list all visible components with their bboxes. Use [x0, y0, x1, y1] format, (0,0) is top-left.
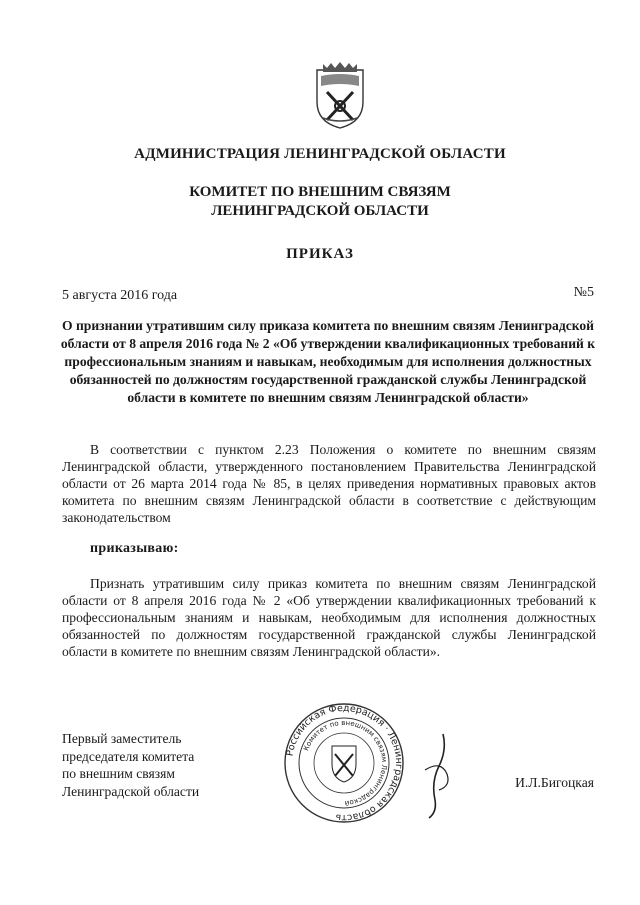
- committee-heading: [40, 183, 600, 221]
- signatory-title-line: по внешним связям: [62, 766, 175, 781]
- signatory-title-line: председателя комитета: [62, 748, 195, 764]
- signatory-title-line: Первый заместитель: [62, 731, 182, 746]
- svg-text:Комитет по внешним связям Лени: Комитет по внешним связям Ленинградской: [302, 718, 389, 808]
- coat-of-arms-icon: [313, 62, 367, 130]
- document-type: ПРИКАЗ: [286, 246, 354, 262]
- document-date: 5 августа 2016 года: [62, 288, 178, 303]
- decree-word: приказываю:: [90, 541, 179, 556]
- document-subject: О признании утратившим силу приказа комитета по внешним связям Ленинградской области от 8 апреля 2016 года № 2 «Об утверждении квалификационных требований к профессиональным знаниям и навыкам, необходимым для исполнения должностных обязанностей по должностям государственной гражданской службы Ленинградской области в комитете по внешним связям Ленинградской области»: [60, 318, 596, 405]
- administration-heading: АДМИНИСТРАЦИЯ ЛЕНИНГРАДСКОЙ ОБЛАСТИ: [134, 146, 506, 162]
- preamble-paragraph: В соответствии с пунктом 2.23 Положения о комитете по внешним связям Ленинградской области, утвержденного постановлением Правительства Ленинградской области от 26 марта 2014 года № 85, в целях приведения нормативных правовых актов комитета по внешним связям Ленинградской области в соответствие с действующим законодательством: [62, 442, 596, 525]
- order-paragraph: Признать утратившим силу приказ комитета по внешним связям Ленинградской области от 8 апреля 2016 года № 2 «Об утверждении квалификационных требований к профессиональным знаниям и навыкам, необходимым для исполнения должностных обязанностей по должностям государственной гражданской службы Ленинградской области в комитете по внешним связям Ленинградской области».: [62, 576, 596, 659]
- signatory-name: И.Л.Бигоцкая: [515, 775, 594, 790]
- signatory-title-line: Ленинградской области: [62, 783, 200, 799]
- committee-heading-line1: КОМИТЕТ ПО ВНЕШНИМ СВЯЗЯМ: [189, 184, 451, 200]
- committee-heading-line2: ЛЕНИНГРАДСКОЙ ОБЛАСТИ: [211, 203, 429, 219]
- svg-text:Российская Федерация · Ленингр: Российская Федерация · Ленинградская область: [284, 702, 405, 824]
- signatory-title: [62, 730, 199, 800]
- handwritten-signature: [395, 730, 455, 820]
- official-seal-stamp: [283, 702, 405, 824]
- document-number: №5: [573, 285, 594, 300]
